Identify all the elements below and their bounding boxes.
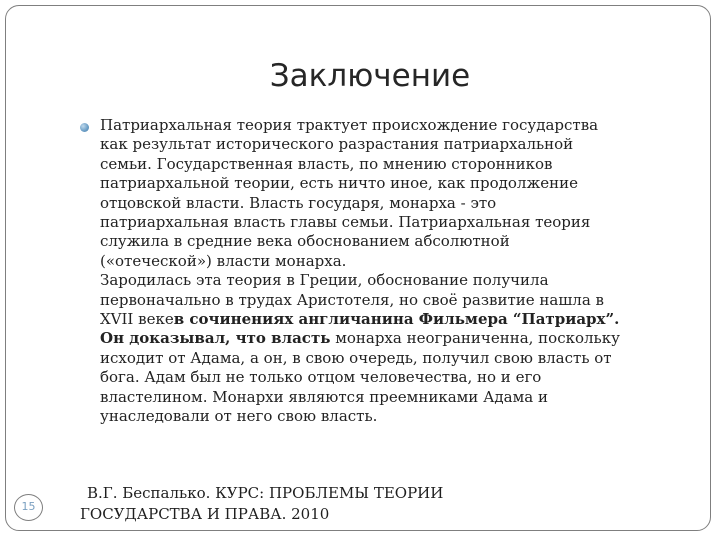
footer-citation-line2: ГОСУДАРСТВА И ПРАВА. 2010 — [80, 505, 330, 523]
bullet-text-part2: монарха неограниченна, поскольку исходит от Адама, а он, в свою очередь, получил свою власть от бога. Адам был не только отцом человечества, но и его властелином. Монархи являются преемниками Адама и унаследовали от него свою власть. — [100, 329, 620, 426]
page-number-badge: 15 — [14, 494, 43, 521]
footer-citation — [80, 483, 480, 525]
slide-title: Заключение — [269, 58, 471, 94]
bullet-text-bold: в сочинениях англичанина Фильмера “Патриарх”. Он доказывал, что власть — [100, 310, 620, 348]
bullet-text-part1: Патриархальная теория трактует происхождение государства как результат исторического разрастания патриархальной семьи. Государственная власть, по мнению сторонников патриархальной теории, есть ничто иное, как продолжение отцовской власти. Власть государя, монарха - это патриархальная власть главы семьи. Патриархальная теория служила в средние века обоснованием абсолютной («отеческой») власти монарха. Зародилась эта теория в Греции, обоснование получила первоначально в трудах Аристотеля, но своё развитие нашла в XVII веке — [100, 116, 604, 329]
bullet-item — [80, 116, 692, 427]
bullet-dot-icon — [80, 123, 89, 132]
footer-citation-line1: В.Г. Беспалько. КУРС: ПРОБЛЕМЫ ТЕОРИИ — [87, 484, 444, 502]
bullet-text — [100, 116, 692, 427]
